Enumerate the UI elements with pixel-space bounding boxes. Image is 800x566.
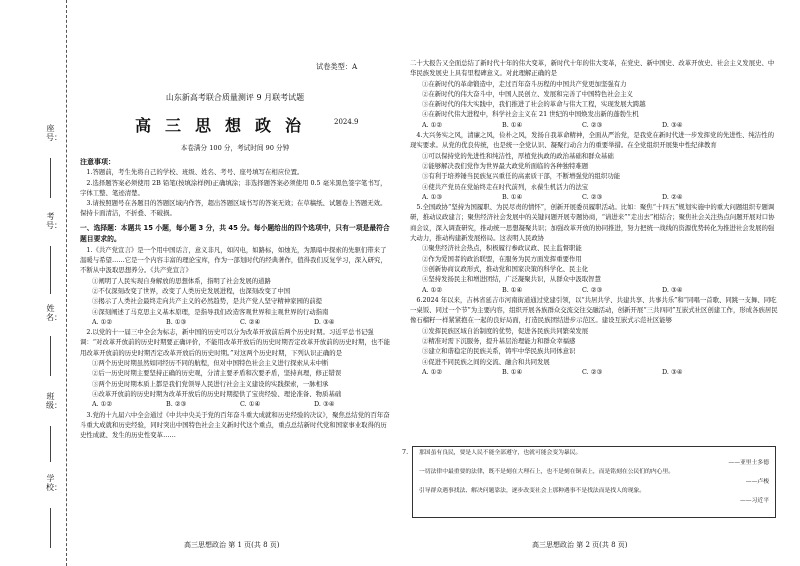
school-label: 学校： xyxy=(46,474,62,492)
q4-answer-choices xyxy=(410,192,778,202)
q5-option: ③创新协商议政形式，推动党和国家决策的科学化、民主化 xyxy=(422,264,589,273)
question-5-stem: 5.全国政协“坚持为国履职、为民尽责的情怀”，创新开展委员履职活动。比如：聚焦“十四五”规划实施中的重大问题组织专题调研，推动议政建言；聚焦经济社会发展中的关键问题开展专题协商，“请进来”“走出去”相结合；聚焦社会关注热点问题开展对口协商会议，深入调查研究，推动统一思想凝聚共识；加强改革开放的协同推进，努力把统一战线的资源优势转化为推进社会发展的强大动力，推动构建新发展格局。这表明人民政协 xyxy=(410,203,775,243)
paper-type: 试卷类型：A xyxy=(316,62,358,71)
q3-option: ①在新时代的革命锻造中，走过百年奋斗历程的中国共产党更加坚强有力 xyxy=(422,79,627,88)
q6-option: ④促进不同民族之间的交流、融合和共同发展 xyxy=(422,357,550,366)
quote-source: ——亚里士多德 xyxy=(728,459,769,466)
q5-option: ④坚持发扬民主和增进团结，广泛凝聚共识，从群众中汲取智慧 xyxy=(422,275,601,284)
answer-choice[interactable]: B. ①③ xyxy=(166,317,187,326)
school-line[interactable] xyxy=(50,508,51,548)
answer-choice[interactable]: C. ①④ xyxy=(240,400,261,409)
question-2-stem: 2.以党的十一届三中全会为标志，新中国的历史可以分为改革开放前后两个历史时期。习近平总书记强调：“对改革开放前的历史时期要正确评价，不能用改革开放后的历史时期否定改革开放前的历史时期，也不能用改革开放前的历史时期否定改革开放后的历史时期。”对这两个历史时期，下列认识正确的是 xyxy=(80,328,391,357)
name-label: 姓名： xyxy=(46,304,62,322)
question-3-stem: 3.党的十九届六中全会通过《中共中央关于党的百年奋斗重大成就和历史经验的决议》，聚焦总结党的百年奋斗重大成就和历史经验，同时突出中国特色社会主义新时代这个重点，重点总结新时代党和国家事业取得的历史性成就、发生的历史性变革…… xyxy=(80,410,390,440)
seat-number-label: 座号： xyxy=(46,124,62,142)
answer-choice[interactable]: B. ①④ xyxy=(502,367,523,376)
left-column xyxy=(80,157,390,440)
question-6-stem: 6.2024 年以来，吉林省延吉市河南街道通过党建引领，以“共居共学、共建共享、共事共乐”和“同唱一首歌、同跳一支舞、同吃一桌饭、同过一个节”为主要内容，组织开展各族群众交流交往交融活动，创新开展“三共四同”互嵌式社区创建工作，形成各族居民像石榴籽一样紧紧抱在一起的良好局面，打造民族团结进步示范区。建设互嵌式示范社区能够 xyxy=(410,295,778,325)
q4-option: ②能够解决我们党作为世界最大政党所面临的各种独特难题 xyxy=(422,161,589,170)
page-footer-right: 高三思想政治 第 2 页(共 8 页) xyxy=(532,541,628,549)
answer-choice[interactable]: A. ①② xyxy=(422,120,443,129)
q5-option: ①聚焦经济社会热点，积极履行参政议政、民主监督职能 xyxy=(422,244,582,253)
answer-choice[interactable]: A. ①② xyxy=(422,285,443,294)
answer-choice[interactable]: D. ③④ xyxy=(662,120,683,129)
q2-option: ①两个历史时期虽然如同经历不同的航程，但对中国特色社会主义进行探索从未中断 xyxy=(92,359,329,368)
quote-box xyxy=(412,446,776,518)
answer-choice[interactable]: D. ②④ xyxy=(662,192,683,201)
q2-option: ②后一历史时期主要坚持正确的历史观，分清主要矛盾和次要矛盾，坚持真理，修正错误 xyxy=(92,369,342,378)
quote-source: ——习近平 xyxy=(740,497,769,504)
score-info: 本卷满分 100 分，考试时间 90 分钟 xyxy=(180,144,290,152)
q1-option: ②不仅深刻改变了世界，改变了人类历史发展进程，也深刻改变了中国 xyxy=(92,286,291,295)
q1-option: ①阐明了人民实现自身解放的思想体系，指明了社会发展的道路 xyxy=(92,276,271,285)
q2-option: ③两个历史时期本质上都是我们党领导人民进行社会主义建设的实践探索，一脉相承 xyxy=(92,379,329,388)
q6-option: ③建立和谐稳定的民族关系，铸牢中华民族共同体意识 xyxy=(422,347,576,356)
quote-text: 一切法律中最重要的法律，既不是刻在大理石上，也不是刻在铜表上，而是铭刻在公民们的内心里。 xyxy=(419,469,675,475)
answer-choice[interactable]: C. ②④ xyxy=(240,317,261,326)
notice-item: 2.选择题答案必须使用 2B 铅笔(按填涂样例)正确填涂；非选择题答案必须使用 0.5 毫米黑色签字笔书写，字体工整、笔迹清楚。 xyxy=(80,178,387,197)
answer-choice[interactable]: C. ②③ xyxy=(582,367,603,376)
notice-item: 3.请按照题号在各题目的答题区域内作答，超出答题区域书写的答案无效；在草稿纸、试题卷上答题无效。保持卡面清洁，不折叠、不破损。 xyxy=(80,199,387,218)
q2-option: ④改革开放前的历史时期为改革开放后的历史时期提供了宝贵经验、理论准备、物质基础 xyxy=(92,389,342,398)
q4-option: ③有利于培养锤当民族复兴重任的高素质干部，不断增强党的组织功能 xyxy=(422,172,621,181)
q3-continued: 二十大报告又全面总结了新时代十年的伟大变革，新时代十年的伟大变革，在党史、新中国史、改革开放史、社会主义发展史、中华民族发展史上具有里程碑意义。对此理解正确的是 xyxy=(410,59,775,78)
right-column xyxy=(410,58,778,377)
binding-dashed-line xyxy=(66,0,67,566)
notice-heading: 注意事项： xyxy=(80,158,115,166)
question-4-stem: 4.大兴务实之风，清廉之风，俭朴之风，发扬自我革命精神，全面从严治党，是我党在新时代进一步发挥党的先进性、纯洁性的现实要求。从党的优良传统，也是统一全党认识、凝聚行动合力的重要举措。在全党组织开展集中性纪律教育 xyxy=(410,131,774,150)
answer-choice[interactable]: C. ②③ xyxy=(582,192,603,201)
notice-item: 1.答题前，考生先将自己的学校、班级、姓名、考号、座号填写在相应位置。 xyxy=(86,168,304,177)
subject-title: 高三思想政治 xyxy=(134,116,315,135)
q2-answer-choices xyxy=(80,399,390,409)
binding-strip xyxy=(0,0,72,566)
q6-answer-choices xyxy=(410,367,778,377)
q3-answer-choices xyxy=(410,120,778,130)
q6-option: ②精准对需下沉服务，提升基层治理能力和群众幸福感 xyxy=(422,337,576,346)
answer-choice[interactable]: B. ①④ xyxy=(502,285,523,294)
exam-title: 山东新高考联合质量测评 9 月联考试题 xyxy=(165,93,305,102)
seat-number-line[interactable] xyxy=(50,158,51,198)
q1-option: ④深刻阐述了马克思主义基本原理，是指导我们改造客观世界和主观世界的行动指南 xyxy=(92,307,329,316)
exam-date: 2024.9 xyxy=(334,118,359,126)
exam-number-label: 考号： xyxy=(46,212,62,230)
q3-option: ③在新时代的伟大实践中，我们推进了社会的革命与伟大工程，实现发展大跨越 xyxy=(422,100,646,109)
q1-option: ③揭示了人类社会最终走向共产主义的必然趋势，是共产党人坚守精神家园的前提 xyxy=(92,297,323,306)
answer-choice[interactable]: C. ②③ xyxy=(582,120,603,129)
quote-source: ——卢梭 xyxy=(745,478,769,485)
answer-choice[interactable]: A. ①② xyxy=(92,317,113,326)
class-line[interactable] xyxy=(50,426,51,462)
q3-option: ②在新时代的伟大奋斗中，中国人民创立、发展和完善了中国特色社会主义 xyxy=(422,89,633,98)
q4-option: ④使共产党员在党始终走在时代前列，永葆生机活力的法宝 xyxy=(422,182,589,191)
q1-answer-choices xyxy=(80,317,390,327)
question-7-number: 7. xyxy=(402,448,409,456)
question-1-stem: 1.《共产党宣言》是一个用中国话言，意义非凡，如闪电，如路标，如烛光，为黑暗中探索的先驱们带来了温暖与希望……它是一个内容丰富的理论宝库，作为一部划时代的经典著作，值得我们反复学习，深入研究，不断从中汲取思想养分。《共产党宣言》 xyxy=(80,245,387,275)
q3-option: ④在新时代伟大进程中，科学社会主义在 21 世纪的中国焕发出新的蓬勃生机 xyxy=(422,110,639,119)
q4-option: ①可以保持党的先进性和纯洁性，厚植党执政的政治基础和群众基础 xyxy=(422,151,614,160)
answer-choice[interactable]: D. ③④ xyxy=(662,367,683,376)
answer-choice[interactable]: B. ①④ xyxy=(502,192,523,201)
answer-choice[interactable]: D. ③④ xyxy=(662,285,683,294)
q5-answer-choices xyxy=(410,285,778,295)
answer-choice[interactable]: A. ①② xyxy=(422,367,443,376)
answer-choice[interactable]: A. ①② xyxy=(92,400,113,409)
exam-number-line[interactable] xyxy=(50,246,51,294)
name-line[interactable] xyxy=(50,336,51,376)
quote-text: 那国虽有良民，要是人民不能全部遵守，也就可能会变为暴民。 xyxy=(419,450,582,456)
quote-text: 引导群众遇事找法、解决问题靠法，逐步改变社会上那种遇事不是找法而是找人的现象。 xyxy=(419,488,646,494)
class-label: 班级： xyxy=(46,392,62,410)
answer-choice[interactable]: A. ①③ xyxy=(422,192,443,201)
q5-option: ②作为爱国者的政治联盟，在服务为民方面发挥重要作用 xyxy=(422,254,582,263)
answer-choice[interactable]: B. ①④ xyxy=(502,120,523,129)
answer-choice[interactable]: D. ③④ xyxy=(314,400,335,409)
page-footer-left: 高三思想政治 第 1 页(共 8 页) xyxy=(184,541,280,549)
q6-option: ①发挥民族区域自治制度的优势，促进各民族共同繁荣发展 xyxy=(422,326,589,335)
section-heading: 一、选择题：本题共 15 小题，每小题 3 分，共 45 分。每小题给出的四个选项中，只有一项是最符合题目要求的。 xyxy=(80,223,390,243)
answer-choice[interactable]: B. ②③ xyxy=(166,400,187,409)
answer-choice[interactable]: C. ②③ xyxy=(582,285,603,294)
answer-choice[interactable]: D. ③④ xyxy=(314,317,335,326)
